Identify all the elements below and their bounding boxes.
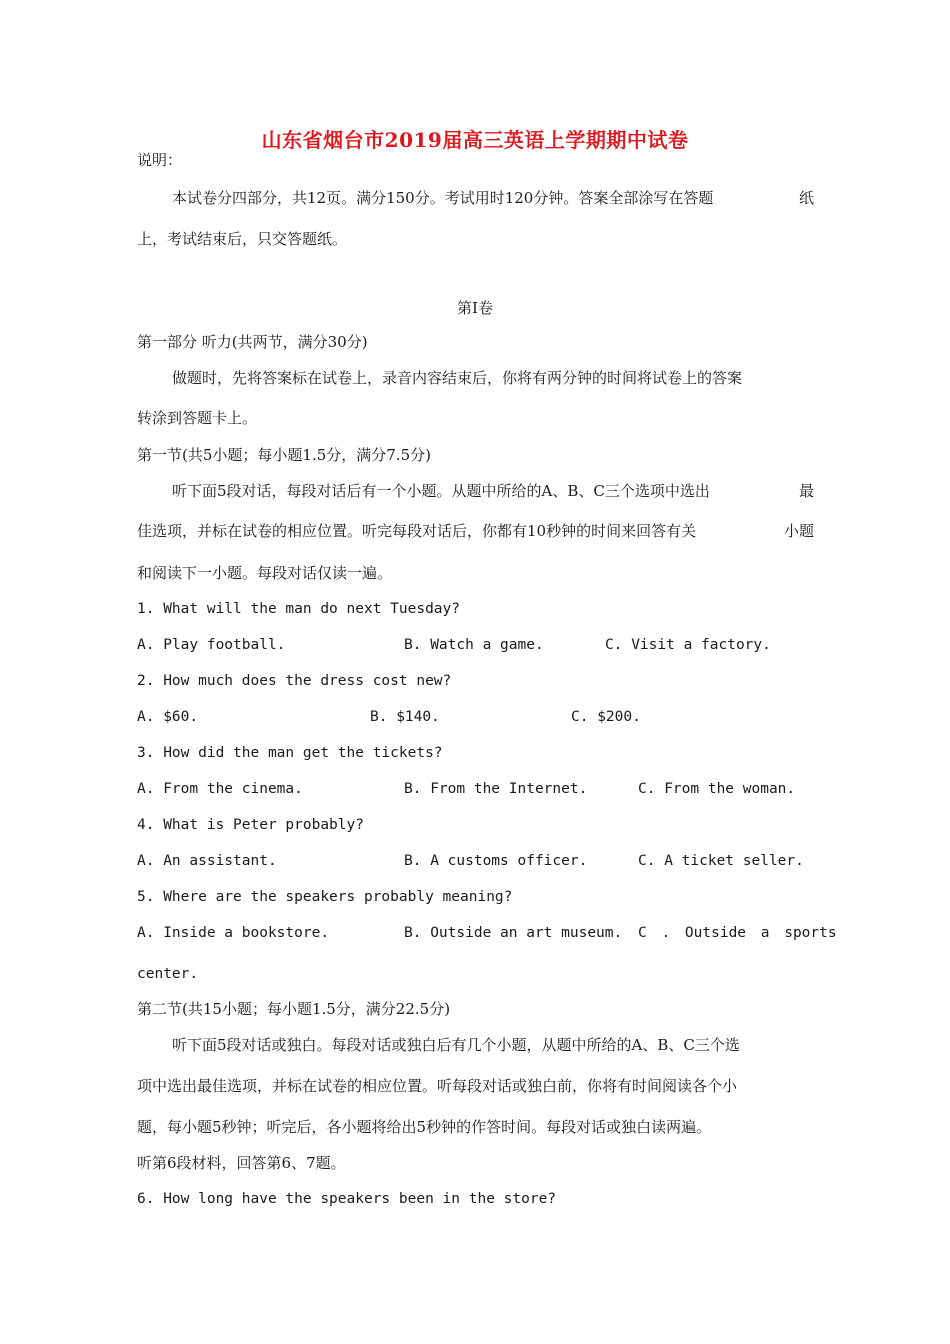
question-5-option-c-cont: center. xyxy=(137,966,199,982)
option-a: A. From the cinema. xyxy=(137,781,303,797)
option-c: C. $200. xyxy=(571,709,641,725)
page-title: 山东省烟台市2019届高三英语上学期期中试卷 xyxy=(261,128,689,152)
section2-line-3: 题，每小题5秒钟；听完后，各小题将给出5秒钟的作答时间。每段对话或独白读两遍。 xyxy=(137,1118,712,1136)
question-4-options xyxy=(137,851,814,871)
part1-heading: 第一部分 听力(共两节，满分30分) xyxy=(137,333,368,351)
question-4: 4. What is Peter probably? xyxy=(137,817,364,833)
option-c: C. A ticket seller. xyxy=(638,853,804,869)
option-c: C. Visit a factory. xyxy=(605,637,771,653)
section2-line-2: 项中选出最佳选项，并标在试卷的相应位置。听每段对话或独白前，你将有时间阅读各个小 xyxy=(137,1077,738,1095)
part1-instruction-1: 做题时，先将答案标在试卷上，录音内容结束后，你将有两分钟的时间将试卷上的答案 xyxy=(172,369,743,387)
question-3-options xyxy=(137,779,814,799)
section1-line-2 xyxy=(137,521,814,541)
question-5-options xyxy=(137,923,837,943)
intro-line-2: 上，考试结束后，只交答题纸。 xyxy=(137,230,348,248)
question-6: 6. How long have the speakers been in the store? xyxy=(137,1191,557,1207)
part1-instruction-2: 转涂到答题卡上。 xyxy=(137,409,258,427)
section2-line-1: 听下面5段对话或独白。每段对话或独白后有几个小题，从题中所给的A、B、C三个选 xyxy=(172,1036,740,1054)
section2-material: 听第6段材料，回答第6、7题。 xyxy=(137,1154,346,1172)
option-a: A. $60. xyxy=(137,709,199,725)
question-5: 5. Where are the speakers probably meaning? xyxy=(137,889,513,905)
question-2: 2. How much does the dress cost new? xyxy=(137,673,452,689)
section1-line-2-text: 佳选项，并标在试卷的相应位置。听完每段对话后，你都有10秒钟的时间来回答有关 xyxy=(137,522,697,540)
option-b: B. A customs officer. xyxy=(404,853,588,869)
question-2-options xyxy=(137,707,814,727)
section1-line-2-end: 小题 xyxy=(783,522,814,540)
intro-line-1 xyxy=(172,188,814,208)
option-a: A. An assistant. xyxy=(137,853,277,869)
section1-line-1-end: 最 xyxy=(798,482,814,500)
option-b: B. From the Internet. xyxy=(404,781,588,797)
question-3: 3. How did the man get the tickets? xyxy=(137,745,443,761)
option-b: B. Watch a game. xyxy=(404,637,544,653)
section2-heading: 第二节(共15小题；每小题1.5分，满分22.5分) xyxy=(137,1000,451,1018)
section1-line-1 xyxy=(172,481,814,501)
section1-line-1-text: 听下面5段对话，每段对话后有一个小题。从题中所给的A、B、C三个选项中选出 xyxy=(172,482,710,500)
intro-line-1-text: 本试卷分四部分，共12页。满分150分。考试用时120分钟。答案全部涂写在答题 xyxy=(172,189,714,207)
intro-line-1-end: 纸 xyxy=(798,189,814,207)
question-1: 1. What will the man do next Tuesday? xyxy=(137,601,461,617)
option-b: B. Outside an art museum. xyxy=(404,925,623,941)
intro-label: 说明： xyxy=(137,151,183,169)
option-c: C. From the woman. xyxy=(638,781,796,797)
section1-heading: 第一节(共5小题；每小题1.5分，满分7.5分) xyxy=(137,446,431,464)
volume-heading: 第I卷 xyxy=(457,299,493,317)
option-c: C . Outside a sports xyxy=(638,925,837,941)
option-b: B. $140. xyxy=(370,709,440,725)
question-1-options xyxy=(137,635,814,655)
option-a: A. Inside a bookstore. xyxy=(137,925,330,941)
section1-line-3: 和阅读下一小题。每段对话仅读一遍。 xyxy=(137,564,393,582)
option-a: A. Play football. xyxy=(137,637,286,653)
